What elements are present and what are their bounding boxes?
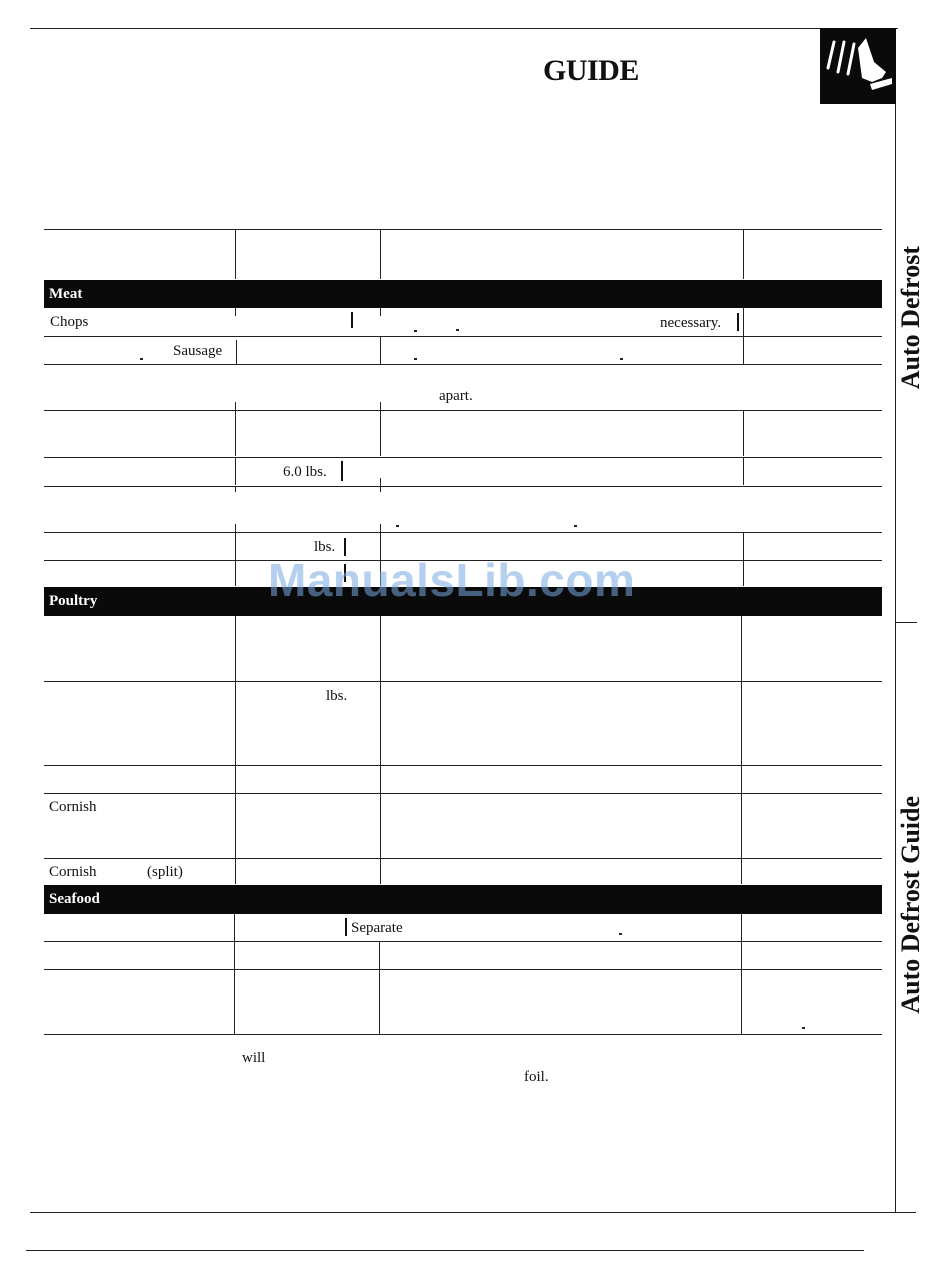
row-rule	[44, 364, 882, 365]
dot-mark	[414, 358, 417, 360]
col-divider	[743, 410, 744, 456]
row-rule	[44, 457, 882, 458]
col-divider	[380, 308, 381, 316]
table-bottom-rule	[44, 1034, 882, 1035]
section-band-seafood: Seafood	[44, 885, 882, 914]
cell-sausage: Sausage	[173, 343, 223, 359]
col-divider	[234, 914, 235, 1034]
cell-apart: apart.	[439, 388, 473, 404]
row-rule	[44, 765, 882, 766]
side-tab-upper: Auto Defrost	[896, 246, 925, 390]
col-divider	[235, 858, 236, 884]
cell-separate: Separate	[351, 920, 403, 936]
cell-necessary: necessary.	[660, 315, 722, 331]
col-divider	[235, 410, 236, 456]
dot-mark	[802, 1027, 805, 1029]
side-tab-divider	[895, 622, 917, 623]
col-divider	[380, 402, 381, 410]
dot-mark	[620, 358, 623, 360]
col-divider	[235, 457, 236, 485]
dot-mark	[396, 525, 399, 527]
row-rule	[44, 532, 882, 533]
footer-rule	[26, 1250, 864, 1251]
col-divider	[235, 532, 236, 560]
dot-mark	[456, 329, 459, 331]
cell-chops: Chops	[50, 314, 89, 330]
dot-mark	[140, 358, 143, 360]
col-divider	[743, 308, 744, 336]
cell-weight-6: 6.0 lbs.	[283, 464, 327, 480]
row-rule	[44, 681, 882, 682]
col-divider	[235, 308, 236, 316]
col-divider	[380, 616, 381, 858]
col-divider	[380, 336, 381, 364]
section-band-poultry: Poultry	[44, 587, 882, 616]
side-tab-lower: Auto Defrost Guide	[896, 796, 925, 1014]
row-rule	[44, 410, 882, 411]
table-top-rule	[44, 229, 882, 230]
header-col-divider-3	[743, 229, 744, 279]
cell-cornish: Cornish	[49, 799, 97, 815]
dot-mark	[619, 933, 622, 935]
col-divider	[236, 340, 237, 364]
col-divider	[741, 858, 742, 884]
col-divider	[235, 524, 236, 532]
col-divider	[235, 402, 236, 410]
row-rule	[44, 941, 882, 942]
cell-split: (split)	[147, 864, 183, 880]
col-divider	[380, 858, 381, 884]
hand-pressing-button-icon	[820, 28, 896, 104]
col-divider	[743, 336, 744, 364]
tick-mark	[351, 312, 353, 328]
col-divider	[741, 914, 742, 1034]
col-divider	[741, 616, 742, 858]
col-divider	[380, 524, 381, 532]
top-rule	[30, 28, 898, 29]
cell-lbs-poultry: lbs.	[326, 688, 348, 704]
tick-mark	[345, 918, 347, 936]
col-divider	[379, 942, 380, 1034]
col-divider	[235, 616, 236, 858]
col-divider	[743, 457, 744, 485]
dot-mark	[574, 525, 577, 527]
header-col-divider-1	[235, 229, 236, 279]
watermark: ManualsLib.com	[268, 554, 636, 606]
section-band-meat: Meat	[44, 280, 882, 308]
tick-mark	[341, 461, 343, 481]
col-divider	[235, 560, 236, 586]
note-will: will	[242, 1050, 266, 1066]
row-rule	[44, 858, 882, 859]
page-title: GUIDE	[543, 54, 639, 87]
row-rule	[44, 793, 882, 794]
dot-mark	[414, 330, 417, 332]
row-rule	[44, 969, 882, 970]
col-divider	[380, 410, 381, 456]
col-divider	[380, 478, 381, 486]
note-foil: foil.	[524, 1069, 549, 1085]
col-divider	[743, 560, 744, 586]
header-col-divider-2	[380, 229, 381, 279]
tick-mark	[737, 313, 739, 331]
col-divider	[235, 486, 236, 492]
cell-cornish-split: Cornish	[49, 864, 97, 880]
side-tab-mask	[897, 1036, 937, 1211]
col-divider	[743, 532, 744, 560]
cell-lbs-meat: lbs.	[314, 539, 336, 555]
bottom-rule	[30, 1212, 916, 1213]
col-divider	[380, 486, 381, 492]
row-rule	[44, 486, 882, 487]
row-rule	[44, 336, 882, 337]
